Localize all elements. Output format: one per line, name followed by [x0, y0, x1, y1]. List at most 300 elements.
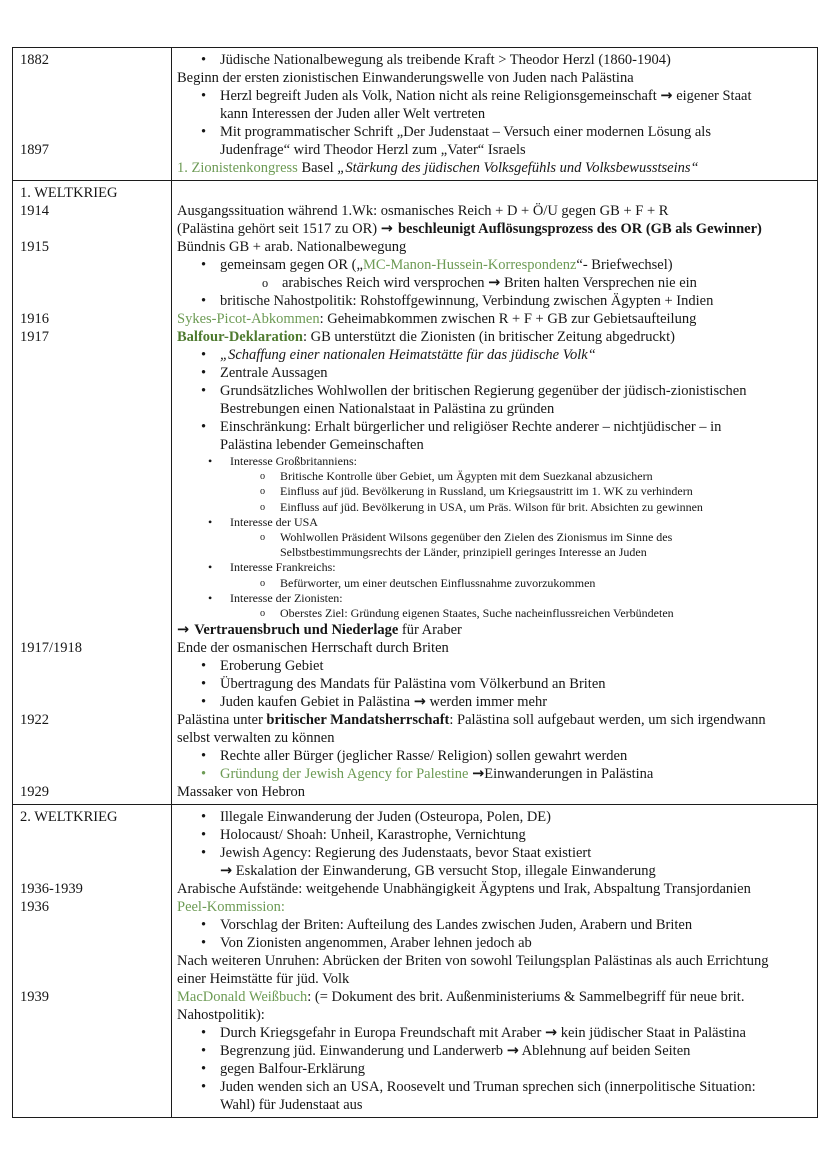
year-label: [13, 159, 171, 180]
text-segment: : Geheimabkommen zwischen R + F + GB zur Gebietsaufteilung: [319, 311, 697, 327]
text-segment: Basel: [297, 160, 338, 176]
text-segment: Juden kaufen Gebiet in Palästina: [220, 694, 414, 711]
text-segment: gemeinsam gegen OR („: [220, 257, 363, 273]
content-line: [171, 220, 817, 238]
bullet-icon: •: [208, 560, 213, 575]
content-line: [171, 711, 817, 729]
year-label: [13, 364, 171, 382]
bullet-icon: •: [201, 1043, 207, 1060]
text-segment: MacDonald Weißbuch: [177, 989, 308, 1006]
text-segment: Oberstes Ziel: Gründung eigenen Staates, Suche nacheinflussreichen Verbündeten: [280, 606, 674, 621]
content-line: [171, 346, 817, 364]
year-label: 1917/1918: [20, 640, 83, 657]
content-line: [171, 141, 817, 159]
text-segment: →: [544, 1025, 558, 1042]
year-label: [13, 970, 171, 988]
content-row: [13, 1024, 817, 1042]
content-row: [13, 220, 817, 238]
text-segment: Vertrauensbruch und Niederlage: [194, 622, 399, 639]
year-label: [13, 484, 171, 499]
text-segment: : Palästina soll aufgebaut werden, um sich irgendwann: [449, 712, 766, 729]
text-segment: →: [413, 694, 426, 711]
bullet-icon: •: [201, 347, 207, 363]
text-segment: eigener Staat: [672, 88, 752, 104]
year-label: [13, 1078, 171, 1096]
year-label: [13, 418, 171, 436]
content-row: [13, 454, 817, 469]
content-line: [171, 826, 817, 844]
bullet-icon: •: [201, 935, 207, 952]
text-segment: →: [488, 275, 501, 291]
text-segment: Juden wenden sich an USA, Roosevelt und Truman sprechen sich (innerpolitische Situation:: [220, 1079, 756, 1096]
year-label: [13, 862, 171, 880]
timeline-table: [12, 47, 818, 1118]
year-label: 1897: [20, 142, 49, 158]
year-label: [13, 826, 171, 844]
content-row: [13, 202, 817, 220]
content-row: [13, 87, 817, 105]
bullet-icon: •: [201, 676, 207, 693]
bullet-icon: •: [201, 827, 207, 844]
text-segment: 1. Zionistenkongress: [177, 160, 298, 176]
content-line: [171, 105, 817, 123]
text-segment: Befürworter, um einer deutschen Einflussnahme zuvorzukommen: [280, 575, 596, 590]
text-segment: Jüdische Nationalbewegung als treibende Kraft > Theodor Herzl (1860-1904): [220, 52, 671, 68]
content-row: [13, 1060, 817, 1078]
content-row: [13, 783, 817, 804]
year-label: [13, 346, 171, 364]
bullet-icon: o: [260, 608, 266, 620]
text-segment: Nach weiteren Unruhen: Abrücken der Briten von sowohl Teilungsplan Palästinas als auch Errichtung: [177, 953, 769, 970]
year-label: [13, 952, 171, 970]
year-label: [13, 1096, 171, 1117]
text-segment: Eskalation der Einwanderung, GB versucht Stop, illegale Einwanderung: [232, 863, 656, 880]
year-label: [13, 765, 171, 783]
content-line: [171, 747, 817, 765]
content-row: [13, 591, 817, 606]
content-line: [171, 364, 817, 382]
content-line: [171, 1006, 817, 1024]
bullet-icon: •: [208, 454, 213, 468]
content-line: [171, 1024, 817, 1042]
bullet-icon: o: [262, 276, 269, 290]
content-row: [13, 436, 817, 454]
year-label: 1. WELTKRIEG: [20, 185, 118, 201]
content-row: [13, 1096, 817, 1117]
text-segment: gegen Balfour-Erklärung: [220, 1061, 366, 1078]
bullet-icon: •: [201, 257, 207, 273]
text-segment: “- Briefwechsel): [576, 257, 673, 273]
content-row: [13, 970, 817, 988]
content-row: [13, 484, 817, 499]
content-row: [13, 621, 817, 639]
bullet-icon: •: [208, 590, 213, 605]
content-line: [171, 159, 817, 180]
content-line: [171, 805, 817, 826]
text-segment: Rechte aller Bürger (jeglicher Rasse/ Religion) sollen gewahrt werden: [220, 748, 628, 765]
content-line: [171, 500, 817, 515]
text-segment: : (= Dokument des brit. Außenministeriums & Sammelbegriff für neue brit.: [307, 989, 745, 1006]
year-label: 1922: [20, 712, 49, 729]
bullet-icon: •: [201, 419, 207, 435]
text-segment: Grundsätzliches Wohlwollen der britischen Regierung gegenüber der jüdisch-zionistischen: [220, 383, 747, 399]
content-line: [171, 621, 817, 639]
text-segment: werden immer mehr: [425, 694, 548, 711]
text-segment: Balfour-Deklaration: [177, 329, 303, 345]
content-line: [171, 916, 817, 934]
bullet-icon: o: [260, 532, 266, 544]
content-line: [171, 783, 817, 804]
content-line: [171, 729, 817, 747]
year-label: [13, 606, 171, 621]
text-segment: Übertragung des Mandats für Palästina vom Völkerbund an Briten: [220, 676, 606, 693]
year-label: [13, 844, 171, 862]
text-segment: Interesse Großbritanniens:: [230, 454, 357, 468]
content-line: [171, 123, 817, 141]
content-row: [13, 916, 817, 934]
text-segment: Einwanderungen in Palästina: [484, 766, 654, 783]
content-line: [171, 181, 817, 202]
bullet-icon: o: [260, 577, 266, 589]
bullet-icon: o: [260, 486, 266, 498]
bullet-icon: o: [260, 501, 266, 513]
text-segment: Nahostpolitik):: [177, 1007, 265, 1024]
content-line: [171, 576, 817, 591]
year-label: [13, 1024, 171, 1042]
content-line: [171, 1078, 817, 1096]
text-segment: →: [506, 1043, 519, 1060]
year-label: 1936-1939: [20, 881, 83, 898]
content-row: [13, 765, 817, 783]
content-row: [13, 530, 817, 545]
content-row: [13, 346, 817, 364]
content-row: [13, 606, 817, 621]
content-row: [13, 256, 817, 274]
text-segment: Einfluss auf jüd. Bevölkerung in USA, um Präs. Wilson für brit. Absichten zu gewinnen: [280, 499, 703, 514]
content-line: [171, 545, 817, 560]
content-line: [171, 69, 817, 87]
text-segment: →: [380, 221, 398, 237]
text-segment: arabisches Reich wird versprochen: [282, 275, 489, 291]
content-row: [13, 826, 817, 844]
bullet-icon: •: [201, 52, 207, 68]
content-line: [171, 934, 817, 952]
text-segment: Briten halten Versprechen nie ein: [500, 275, 697, 291]
year-label: [13, 123, 171, 141]
text-segment: Selbstbestimmungsrechts der Länder, prinzipiell geringes Interesse an Juden: [280, 545, 647, 560]
content-row: [13, 292, 817, 310]
year-label: [13, 500, 171, 515]
content-line: [171, 862, 817, 880]
content-row: [13, 181, 817, 202]
text-segment: für Araber: [398, 622, 462, 639]
content-line: [171, 238, 817, 256]
text-segment: einer Heimstätte für jüd. Volk: [177, 971, 350, 988]
year-label: [13, 220, 171, 238]
content-line: [171, 591, 817, 606]
content-row: [13, 515, 817, 530]
bullet-icon: •: [208, 514, 213, 529]
year-label: [13, 934, 171, 952]
year-label: [13, 1042, 171, 1060]
content-row: [13, 693, 817, 711]
year-label: [13, 436, 171, 454]
content-row: [13, 364, 817, 382]
bullet-icon: •: [201, 748, 207, 765]
content-line: [171, 988, 817, 1006]
year-label: [13, 256, 171, 274]
text-segment: Wahl) für Judenstaat aus: [220, 1097, 363, 1114]
text-segment: beschleunigt Auflösungsprozess des OR (GB als Gewinner): [397, 221, 762, 237]
content-line: [171, 256, 817, 274]
content-line: [171, 970, 817, 988]
year-label: [13, 747, 171, 765]
year-label: [13, 454, 171, 469]
text-segment: Judenfrage“ wird Theodor Herzl zum „Vater“ Israels: [220, 142, 526, 158]
content-line: [171, 1060, 817, 1078]
bullet-icon: •: [201, 1025, 207, 1042]
content-line: [171, 310, 817, 328]
text-segment: Von Zionisten angenommen, Araber lehnen jedoch ab: [220, 935, 532, 952]
content-row: [13, 711, 817, 729]
content-row: [13, 898, 817, 916]
text-segment: Ende der osmanischen Herrschaft durch Briten: [177, 640, 449, 657]
content-line: [171, 952, 817, 970]
content-line: [171, 436, 817, 454]
text-segment: Vorschlag der Briten: Aufteilung des Landes zwischen Juden, Arabern und Briten: [220, 917, 693, 934]
text-segment: Einfluss auf jüd. Bevölkerung in Russland, um Kriegsaustritt im 1. WK zu verhindern: [280, 484, 693, 499]
year-label: [13, 87, 171, 105]
content-row: [13, 545, 817, 560]
content-line: [171, 1042, 817, 1060]
content-row: [13, 382, 817, 400]
year-label: 1936: [20, 899, 49, 916]
year-label: 1916: [20, 311, 49, 327]
text-segment: Bestrebungen einen Nationalstaat in Palästina zu gründen: [220, 401, 555, 417]
text-segment: Palästina lebender Gemeinschaften: [220, 437, 424, 453]
content-row: [13, 729, 817, 747]
year-label: [13, 1006, 171, 1024]
year-label: 1939: [20, 989, 49, 1006]
content-line: [171, 639, 817, 657]
year-label: 1882: [20, 52, 49, 68]
bullet-icon: •: [201, 88, 207, 104]
text-segment: Holocaust/ Shoah: Unheil, Karastrophe, Vernichtung: [220, 827, 526, 844]
year-label: [13, 469, 171, 484]
content-row: [13, 123, 817, 141]
content-line: [171, 606, 817, 621]
content-line: [171, 844, 817, 862]
content-row: [13, 328, 817, 346]
content-row: [13, 310, 817, 328]
year-label: [13, 515, 171, 530]
year-label: 2. WELTKRIEG: [20, 809, 118, 826]
year-label: [13, 591, 171, 606]
year-label: [13, 530, 171, 545]
content-row: [13, 576, 817, 591]
content-row: [13, 48, 817, 69]
bullet-icon: •: [201, 658, 207, 675]
table-row: [13, 804, 817, 1117]
year-label: [13, 916, 171, 934]
text-segment: Beginn der ersten zionistischen Einwanderungswelle von Juden nach Palästina: [177, 70, 634, 86]
year-label: 1915: [20, 239, 49, 255]
content-line: [171, 202, 817, 220]
text-segment: Mit programmatischer Schrift „Der Judenstaat – Versuch einer modernen Lösung als: [220, 124, 711, 140]
content-row: [13, 934, 817, 952]
year-label: [13, 400, 171, 418]
bullet-icon: •: [201, 917, 207, 934]
content-line: [171, 693, 817, 711]
text-segment: selbst verwalten zu können: [177, 730, 335, 747]
content-row: [13, 274, 817, 292]
bullet-icon: •: [201, 766, 207, 783]
content-line: [171, 898, 817, 916]
content-row: [13, 1042, 817, 1060]
bullet-icon: •: [201, 694, 207, 711]
text-segment: Ausgangssituation während 1.Wk: osmanisches Reich + D + Ö/U gegen GB + F + R: [177, 203, 669, 219]
text-segment: →: [472, 766, 485, 783]
text-segment: britischer Mandatsherrschaft: [266, 712, 450, 729]
text-segment: (Palästina gehört seit 1517 zu OR): [177, 221, 381, 237]
year-label: [13, 621, 171, 639]
bullet-icon: o: [260, 471, 266, 483]
content-row: [13, 469, 817, 484]
year-label: [13, 545, 171, 560]
text-segment: →: [220, 863, 233, 880]
content-row: [13, 105, 817, 123]
text-segment: Wohlwollen Präsident Wilsons gegenüber den Zielen des Zionismus im Sinne des: [280, 530, 673, 545]
text-segment: Gründung der Jewish Agency for Palestine: [220, 766, 469, 783]
bullet-icon: •: [201, 383, 207, 399]
content-row: [13, 747, 817, 765]
text-segment: Herzl begreift Juden als Volk, Nation nicht als reine Religionsgemeinschaft: [220, 88, 661, 104]
text-segment: Interesse der Zionisten:: [230, 590, 343, 605]
text-segment: kann Interessen der Juden aller Welt vertreten: [220, 106, 486, 122]
content-line: [171, 274, 817, 292]
year-label: [13, 729, 171, 747]
content-row: [13, 988, 817, 1006]
bullet-icon: •: [201, 124, 207, 140]
content-row: [13, 844, 817, 862]
content-line: [171, 657, 817, 675]
content-row: [13, 141, 817, 159]
text-segment: Zentrale Aussagen: [220, 365, 328, 381]
content-line: [171, 560, 817, 575]
content-row: [13, 418, 817, 436]
year-label: [13, 274, 171, 292]
text-segment: Interesse Frankreichs:: [230, 560, 336, 575]
content-row: [13, 805, 817, 826]
year-label: 1914: [20, 203, 49, 219]
year-label: 1917: [20, 329, 49, 345]
text-segment: Palästina unter: [177, 712, 267, 729]
text-segment: britische Nahostpolitik: Rohstoffgewinnung, Verbindung zwischen Ägypten + Indien: [220, 293, 714, 309]
year-label: [13, 292, 171, 310]
text-segment: : GB unterstützt die Zionisten (in britischer Zeitung abgedruckt): [302, 329, 676, 345]
content-row: [13, 560, 817, 575]
table-row: [13, 180, 817, 804]
bullet-icon: •: [201, 809, 207, 826]
content-line: [171, 469, 817, 484]
content-line: [171, 1096, 817, 1117]
text-segment: Peel-Kommission:: [177, 899, 285, 916]
content-row: [13, 69, 817, 87]
content-row: [13, 639, 817, 657]
content-line: [171, 880, 817, 898]
text-segment: Interesse der USA: [230, 514, 318, 529]
text-segment: Bündnis GB + arab. Nationalbewegung: [177, 239, 407, 255]
text-segment: Jewish Agency: Regierung des Judenstaats, bevor Staat existiert: [220, 845, 592, 862]
content-row: [13, 500, 817, 515]
text-segment: „Stärkung des jüdischen Volksgefühls und Volksbewusstseins“: [337, 160, 699, 176]
content-line: [171, 675, 817, 693]
text-segment: „Schaffung einer nationalen Heimatstätte für das jüdische Volk“: [220, 347, 596, 363]
text-segment: →: [177, 622, 195, 639]
content-line: [171, 292, 817, 310]
text-segment: Massaker von Hebron: [177, 784, 306, 801]
content-row: [13, 657, 817, 675]
content-row: [13, 1006, 817, 1024]
content-line: [171, 530, 817, 545]
year-label: [13, 693, 171, 711]
year-label: 1929: [20, 784, 49, 801]
year-label: [13, 105, 171, 123]
year-label: [13, 576, 171, 591]
content-line: [171, 328, 817, 346]
text-segment: Ablehnung auf beiden Seiten: [518, 1043, 691, 1060]
content-row: [13, 159, 817, 180]
text-segment: Arabische Aufstände: weitgehende Unabhängigkeit Ägyptens und Irak, Abspaltung Transjordanien: [177, 881, 751, 898]
content-line: [171, 765, 817, 783]
content-line: [171, 87, 817, 105]
text-segment: Durch Kriegsgefahr in Europa Freundschaft mit Araber: [220, 1025, 545, 1042]
content-row: [13, 880, 817, 898]
year-label: [13, 675, 171, 693]
bullet-icon: •: [201, 1079, 207, 1096]
year-label: [13, 382, 171, 400]
text-segment: Illegale Einwanderung der Juden (Osteuropa, Polen, DE): [220, 809, 551, 826]
content-row: [13, 1078, 817, 1096]
year-label: [13, 560, 171, 575]
text-segment: Sykes-Picot-Abkommen: [177, 311, 320, 327]
bullet-icon: •: [201, 293, 207, 309]
content-line: [171, 418, 817, 436]
content-line: [171, 454, 817, 469]
bullet-icon: •: [201, 365, 207, 381]
text-segment: Begrenzung jüd. Einwanderung und Landerwerb: [220, 1043, 507, 1060]
text-segment: kein jüdischer Staat in Palästina: [557, 1025, 746, 1042]
content-row: [13, 862, 817, 880]
text-segment: →: [660, 88, 673, 104]
content-row: [13, 675, 817, 693]
bullet-icon: •: [201, 1061, 207, 1078]
content-row: [13, 400, 817, 418]
year-label: [13, 657, 171, 675]
content-row: [13, 952, 817, 970]
text-segment: Einschränkung: Erhalt bürgerlicher und religiöser Rechte anderer – nichtjüdischer – in: [220, 419, 722, 435]
content-line: [171, 400, 817, 418]
text-segment: MC-Manon-Hussein-Korrespondenz: [362, 257, 577, 273]
text-segment: Eroberung Gebiet: [220, 658, 324, 675]
content-line: [171, 48, 817, 69]
bullet-icon: •: [201, 845, 207, 862]
content-line: [171, 484, 817, 499]
content-line: [171, 382, 817, 400]
text-segment: Britische Kontrolle über Gebiet, um Ägypten mit dem Suezkanal abzusichern: [280, 469, 653, 484]
content-row: [13, 238, 817, 256]
year-label: [13, 69, 171, 87]
